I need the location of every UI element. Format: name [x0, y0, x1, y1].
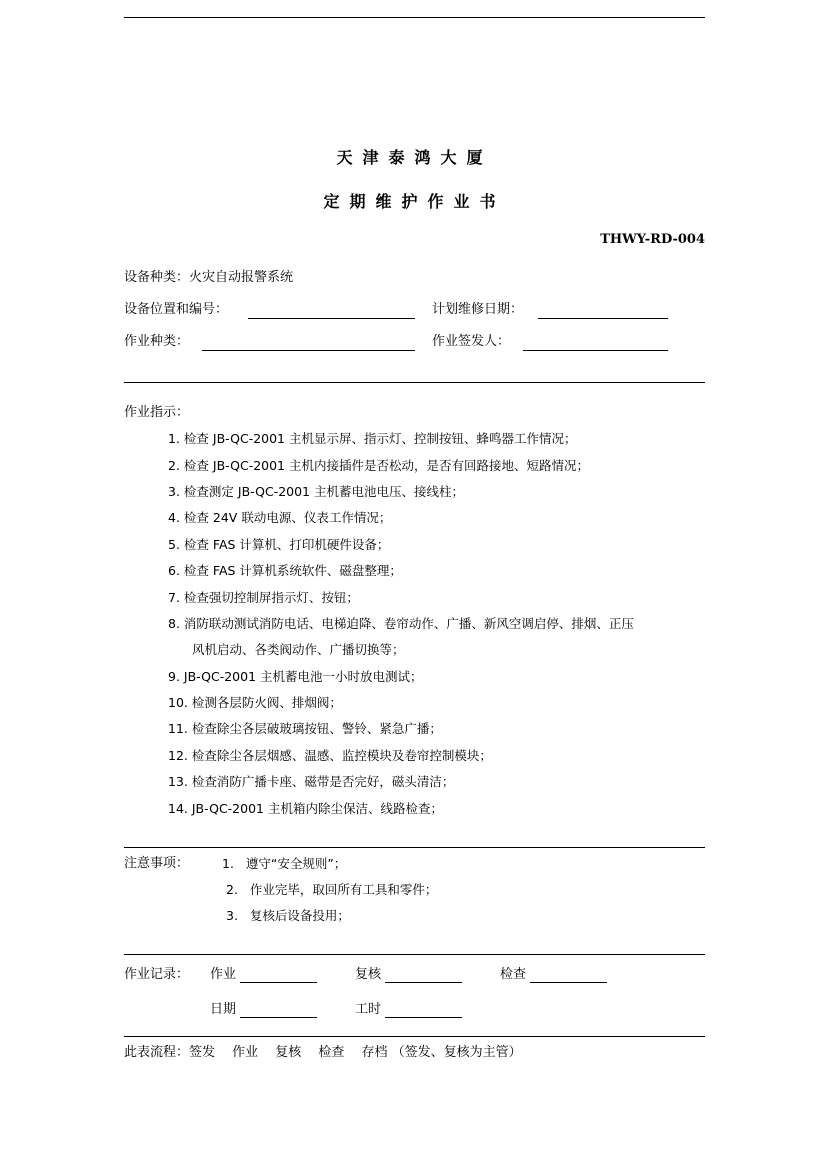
equipment-type-value: 火灾自动报警系统: [189, 270, 294, 285]
location-blank[interactable]: [248, 318, 415, 319]
instruction-text: 检查消防广播卡座、磁带是否完好，磁头清洁；: [191, 774, 455, 789]
instruction-number: 5.: [168, 537, 180, 552]
section-divider-3: [124, 954, 705, 955]
instruction-text: JB-QC-2001 主机箱内除尘保洁、线路检查；: [191, 801, 443, 816]
plan-date-label: 计划维修日期：: [432, 302, 524, 317]
instruction-item: [168, 774, 454, 790]
instruction-text: 检查除尘各层烟感、温感、监控模块及卷帘控制模块；: [191, 748, 492, 763]
instruction-item: [168, 748, 492, 764]
equipment-type-field: [124, 270, 293, 286]
instruction-text: 检测各层防火阀、排烟阀；: [191, 695, 342, 710]
instruction-item: [168, 537, 389, 553]
top-rule: [124, 17, 705, 18]
instruction-item: [168, 458, 589, 474]
record-work-blank[interactable]: [240, 982, 317, 983]
plan-date-blank[interactable]: [538, 318, 668, 319]
document-code: THWY-RD-004: [600, 232, 705, 247]
instruction-text: JB-QC-2001 主机蓄电池一小时放电测试；: [183, 669, 423, 684]
record-inspect-blank[interactable]: [530, 982, 607, 983]
instruction-number: 3.: [168, 484, 180, 499]
instruction-item: [168, 563, 402, 579]
issuer-label: 作业签发人：: [432, 334, 511, 349]
instruction-number: 13.: [168, 774, 188, 789]
work-type-blank[interactable]: [202, 350, 415, 351]
record-inspect-label: 检查: [500, 967, 527, 982]
note-item: [222, 856, 346, 872]
instruction-item: [168, 801, 443, 817]
record-date-label: 日期: [210, 1002, 237, 1017]
form-flow: 此表流程：签发 作业 复核 检查 存档 （签发、复核为主管）: [124, 1045, 522, 1060]
work-type-label: 作业种类：: [124, 334, 190, 349]
note-number: 2.: [226, 882, 238, 897]
instruction-number: 2.: [168, 458, 180, 473]
instruction-text: 检查测定 JB-QC-2001 主机蓄电池电压、接线柱；: [183, 484, 464, 499]
instruction-text: 检查强切控制屏指示灯、按钮；: [183, 590, 359, 605]
instruction-item: [168, 510, 391, 526]
instruction-item: [168, 590, 359, 606]
instruction-item-continuation: 风机启动、各类阀动作、广播切换等；: [192, 642, 405, 657]
section-divider-2: [124, 847, 705, 848]
section-divider-1: [124, 382, 705, 383]
record-review-blank[interactable]: [385, 982, 462, 983]
location-label: 设备位置和编号：: [124, 302, 229, 317]
instruction-item: [168, 669, 423, 685]
record-label: 作业记录：: [124, 967, 190, 982]
record-hours-blank[interactable]: [385, 1017, 462, 1018]
notes-label: 注意事项：: [124, 856, 190, 871]
instruction-item: [168, 484, 464, 500]
note-item: [226, 882, 437, 898]
instruction-number: 11.: [168, 721, 188, 736]
note-text: 复核后设备投用；: [249, 908, 350, 923]
issuer-blank[interactable]: [523, 350, 668, 351]
instruction-text: 检查除尘各层破玻璃按钮、警铃、紧急广播；: [191, 721, 442, 736]
instruction-number: 4.: [168, 510, 180, 525]
note-number: 3.: [226, 908, 238, 923]
instruction-number: 12.: [168, 748, 188, 763]
instruction-item: [168, 695, 342, 711]
instruction-number: 10.: [168, 695, 188, 710]
instruction-number: 9.: [168, 669, 180, 684]
instruction-text: 检查 24V 联动电源、仪表工作情况；: [183, 510, 392, 525]
equipment-type-label: 设备种类：: [124, 270, 190, 285]
note-text: 遵守“安全规则”；: [245, 856, 347, 871]
record-review-label: 复核: [355, 967, 382, 982]
note-text: 作业完毕，取回所有工具和零件；: [249, 882, 438, 897]
instruction-number: 14.: [168, 801, 188, 816]
record-hours-label: 工时: [355, 1002, 382, 1017]
instruction-item: [168, 616, 634, 632]
instruction-item: [168, 721, 442, 737]
section-divider-4: [124, 1036, 705, 1037]
instruction-number: 8.: [168, 616, 180, 631]
instruction-number: 7.: [168, 590, 180, 605]
document-title: 定期维护作业书: [323, 192, 506, 211]
company-title: 天津泰鸿大厦: [336, 148, 493, 167]
instruction-text: 检查 JB-QC-2001 主机内接插件是否松动，是否有回路接地、短路情况；: [183, 458, 589, 473]
note-number: 1.: [222, 856, 234, 871]
instruction-text: 检查 FAS 计算机系统软件、磁盘整理；: [183, 563, 402, 578]
record-work-label: 作业: [210, 967, 237, 982]
instructions-label: 作业指示：: [124, 405, 190, 420]
instruction-text: 消防联动测试消防电话、电梯迫降、卷帘动作、广播、新风空调启停、排烟、正压: [183, 616, 634, 631]
instruction-text: 检查 JB-QC-2001 主机显示屏、指示灯、控制按钮、蜂鸣器工作情况；: [183, 431, 577, 446]
note-item: [226, 908, 350, 924]
instruction-number: 1.: [168, 431, 180, 446]
record-date-blank[interactable]: [240, 1017, 317, 1018]
instruction-item: [168, 431, 577, 447]
instruction-number: 6.: [168, 563, 180, 578]
instruction-text: 检查 FAS 计算机、打印机硬件设备；: [183, 537, 390, 552]
